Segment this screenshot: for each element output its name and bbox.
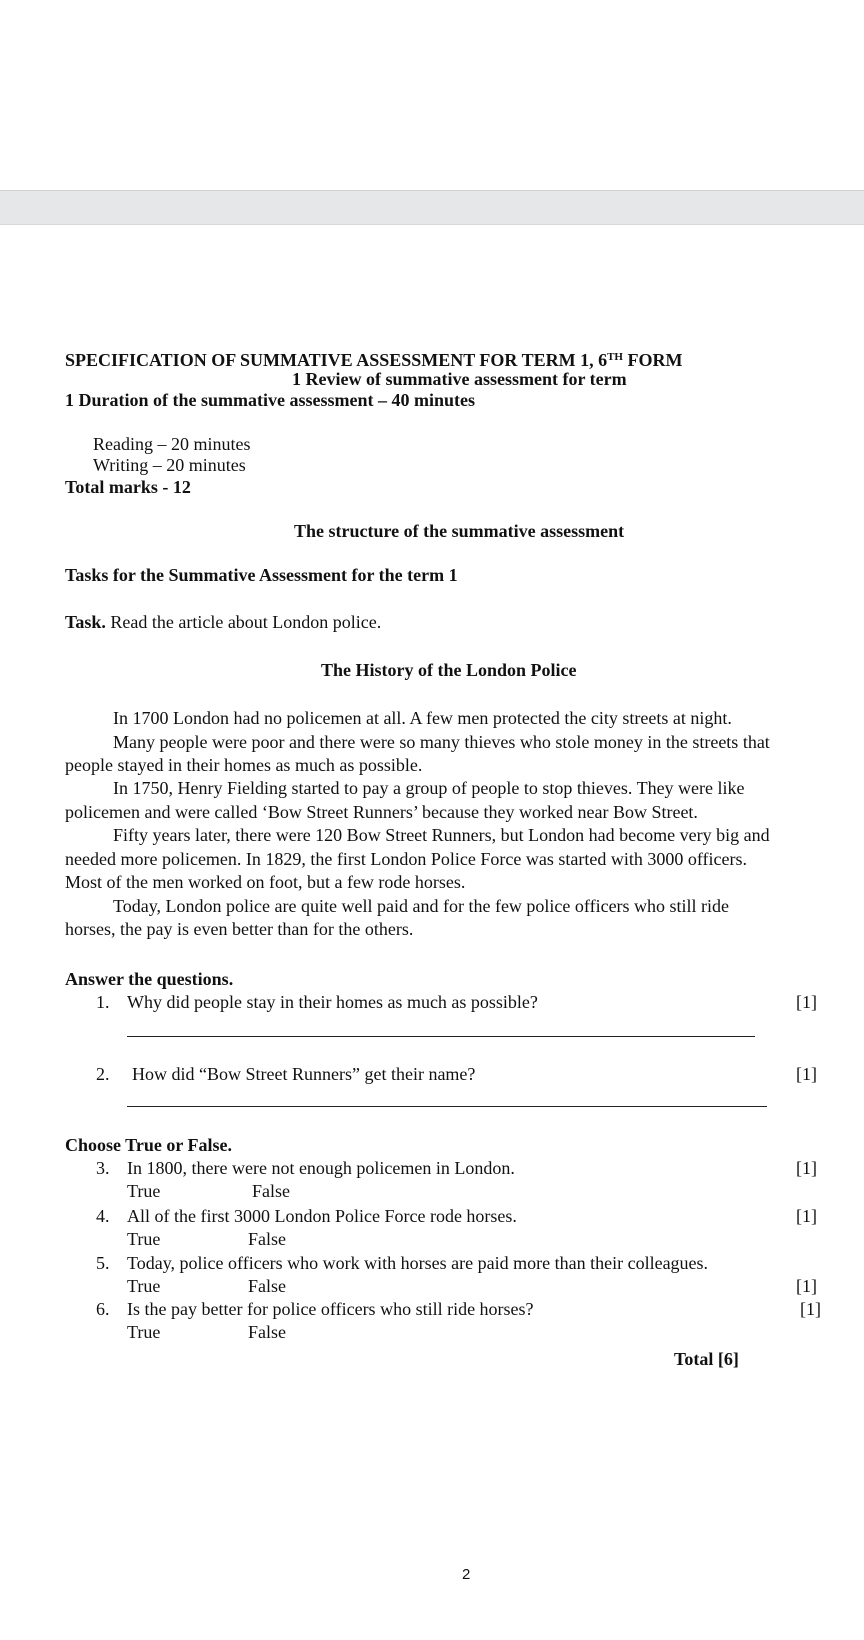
total-marks: Total marks - 12 — [65, 477, 191, 497]
article-line: In 1700 London had no policemen at all. A few men protected the city streets at night. — [113, 708, 732, 728]
reading-time: Reading – 20 minutes — [93, 434, 251, 454]
question-text: In 1800, there were not enough policemen in London. — [127, 1158, 515, 1178]
viewer-toolbar-band — [0, 190, 864, 225]
false-option[interactable]: False — [248, 1229, 286, 1249]
question-text: Is the pay better for police officers who still ride horses? — [127, 1299, 534, 1319]
false-option[interactable]: False — [252, 1181, 290, 1201]
question-number: 6. — [96, 1299, 110, 1319]
question-number: 4. — [96, 1206, 110, 1226]
article-line: policemen and were called ‘Bow Street Runners’ because they worked near Bow Street. — [65, 802, 698, 822]
total-score: Total [6] — [674, 1349, 739, 1369]
tasks-heading: Tasks for the Summative Assessment for the term 1 — [65, 565, 458, 585]
task-instruction: Task. Read the article about London police. — [65, 612, 382, 632]
true-option[interactable]: True — [127, 1276, 161, 1296]
question-number: 3. — [96, 1158, 110, 1178]
question-mark: [1] — [796, 1276, 817, 1296]
question-text: All of the first 3000 London Police Force rode horses. — [127, 1206, 517, 1226]
true-false-heading: Choose True or False. — [65, 1135, 232, 1155]
true-option[interactable]: True — [127, 1181, 161, 1201]
question-mark: [1] — [800, 1299, 821, 1319]
question-mark: [1] — [796, 1064, 817, 1084]
article-line: horses, the pay is even better than for the others. — [65, 919, 414, 939]
answer-heading: Answer the questions. — [65, 969, 234, 989]
answer-line[interactable] — [127, 1036, 755, 1037]
article-title: The History of the London Police — [321, 660, 577, 680]
article-line: Many people were poor and there were so many thieves who stole money in the streets that — [113, 732, 770, 752]
question-mark: [1] — [796, 1206, 817, 1226]
writing-time: Writing – 20 minutes — [93, 455, 246, 475]
document-title: SPECIFICATION OF SUMMATIVE ASSESSMENT FOR TERM 1, 6TH FORM — [65, 350, 683, 370]
question-number: 5. — [96, 1253, 110, 1273]
question-mark: [1] — [796, 992, 817, 1012]
article-line: In 1750, Henry Fielding started to pay a group of people to stop thieves. They were like — [113, 778, 745, 798]
article-line: Most of the men worked on foot, but a few rode horses. — [65, 872, 466, 892]
article-line: needed more policemen. In 1829, the first London Police Force was started with 3000 officers. — [65, 849, 747, 869]
false-option[interactable]: False — [248, 1322, 286, 1342]
article-line: people stayed in their homes as much as possible. — [65, 755, 423, 775]
question-text: How did “Bow Street Runners” get their name? — [132, 1064, 476, 1084]
question-text: Why did people stay in their homes as much as possible? — [127, 992, 538, 1012]
page-number: 2 — [462, 1566, 471, 1583]
question-number: 2. — [96, 1064, 110, 1084]
true-option[interactable]: True — [127, 1322, 161, 1342]
duration-line: 1 Duration of the summative assessment – 40 minutes — [65, 390, 475, 410]
question-mark: [1] — [796, 1158, 817, 1178]
article-line: Today, London police are quite well paid and for the few police officers who still ride — [113, 896, 730, 916]
answer-line[interactable] — [127, 1106, 767, 1107]
true-option[interactable]: True — [127, 1229, 161, 1249]
structure-heading: The structure of the summative assessment — [294, 521, 625, 541]
false-option[interactable]: False — [248, 1276, 286, 1296]
article-line: Fifty years later, there were 120 Bow Street Runners, but London had become very big and — [113, 825, 770, 845]
document-subtitle: 1 Review of summative assessment for term — [292, 369, 627, 389]
question-text: Today, police officers who work with horses are paid more than their colleagues. — [127, 1253, 709, 1273]
question-number: 1. — [96, 992, 110, 1012]
